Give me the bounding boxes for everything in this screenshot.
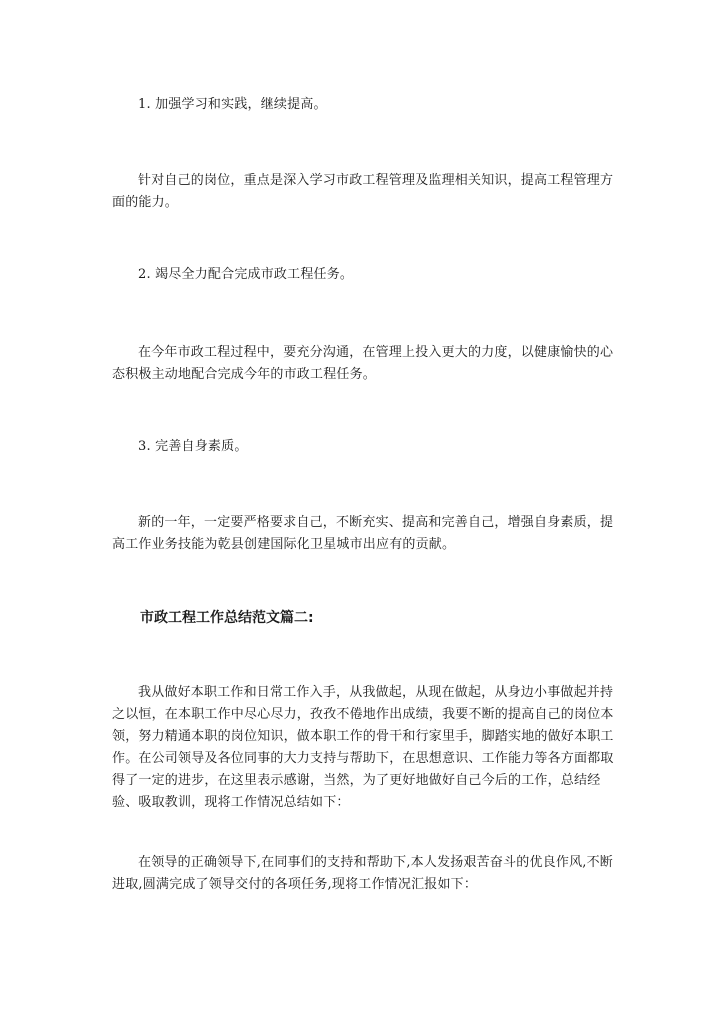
list-item-3: 3. 完善自身素质。: [138, 439, 248, 454]
paragraph-5: 在领导的正确领导下,在同事们的支持和帮助下,本人发扬艰苦奋斗的优良作风,不断进取,圆满完成了领导交付的各项任务,现将工作情况汇报如下：: [112, 855, 613, 892]
section-heading: 市政工程工作总结范文篇二:: [140, 610, 314, 626]
paragraph-4: 我从做好本职工作和日常工作入手，从我做起，从现在做起，从身边小事做起并持之以恒，在本职工作中尽心尽力，孜孜不倦地作出成绩，我要不断的提高自己的岗位本领，努力精通本职的岗位知识，做本职工作的骨干和行家里手，脚踏实地的做好本职工作。在公司领导及各位同事的大力支持与帮助下，在思想意识、工作能力等各方面都取得了一定的进步，在这里表示感谢，当然，为了更好地做好自己今后的工作，总结经验、吸取教训，现将工作情况总结如下：: [112, 685, 614, 810]
paragraph-3: 新的一年，一定要严格要求自己，不断充实、提高和完善自己，增强自身素质，提高工作业务技能为乾县创建国际化卫星城市出应有的贡献。: [112, 515, 614, 552]
paragraph-1: 针对自己的岗位，重点是深入学习市政工程管理及监理相关知识，提高工程管理方面的能力。: [112, 173, 614, 210]
list-item-2: 2. 竭尽全力配合完成市政工程任务。: [138, 267, 354, 282]
paragraph-2: 在今年市政工程过程中，要充分沟通，在管理上投入更大的力度，以健康愉快的心态积极主动地配合完成今年的市政工程任务。: [112, 345, 614, 382]
list-item-1: 1. 加强学习和实践，继续提高。: [138, 97, 327, 112]
